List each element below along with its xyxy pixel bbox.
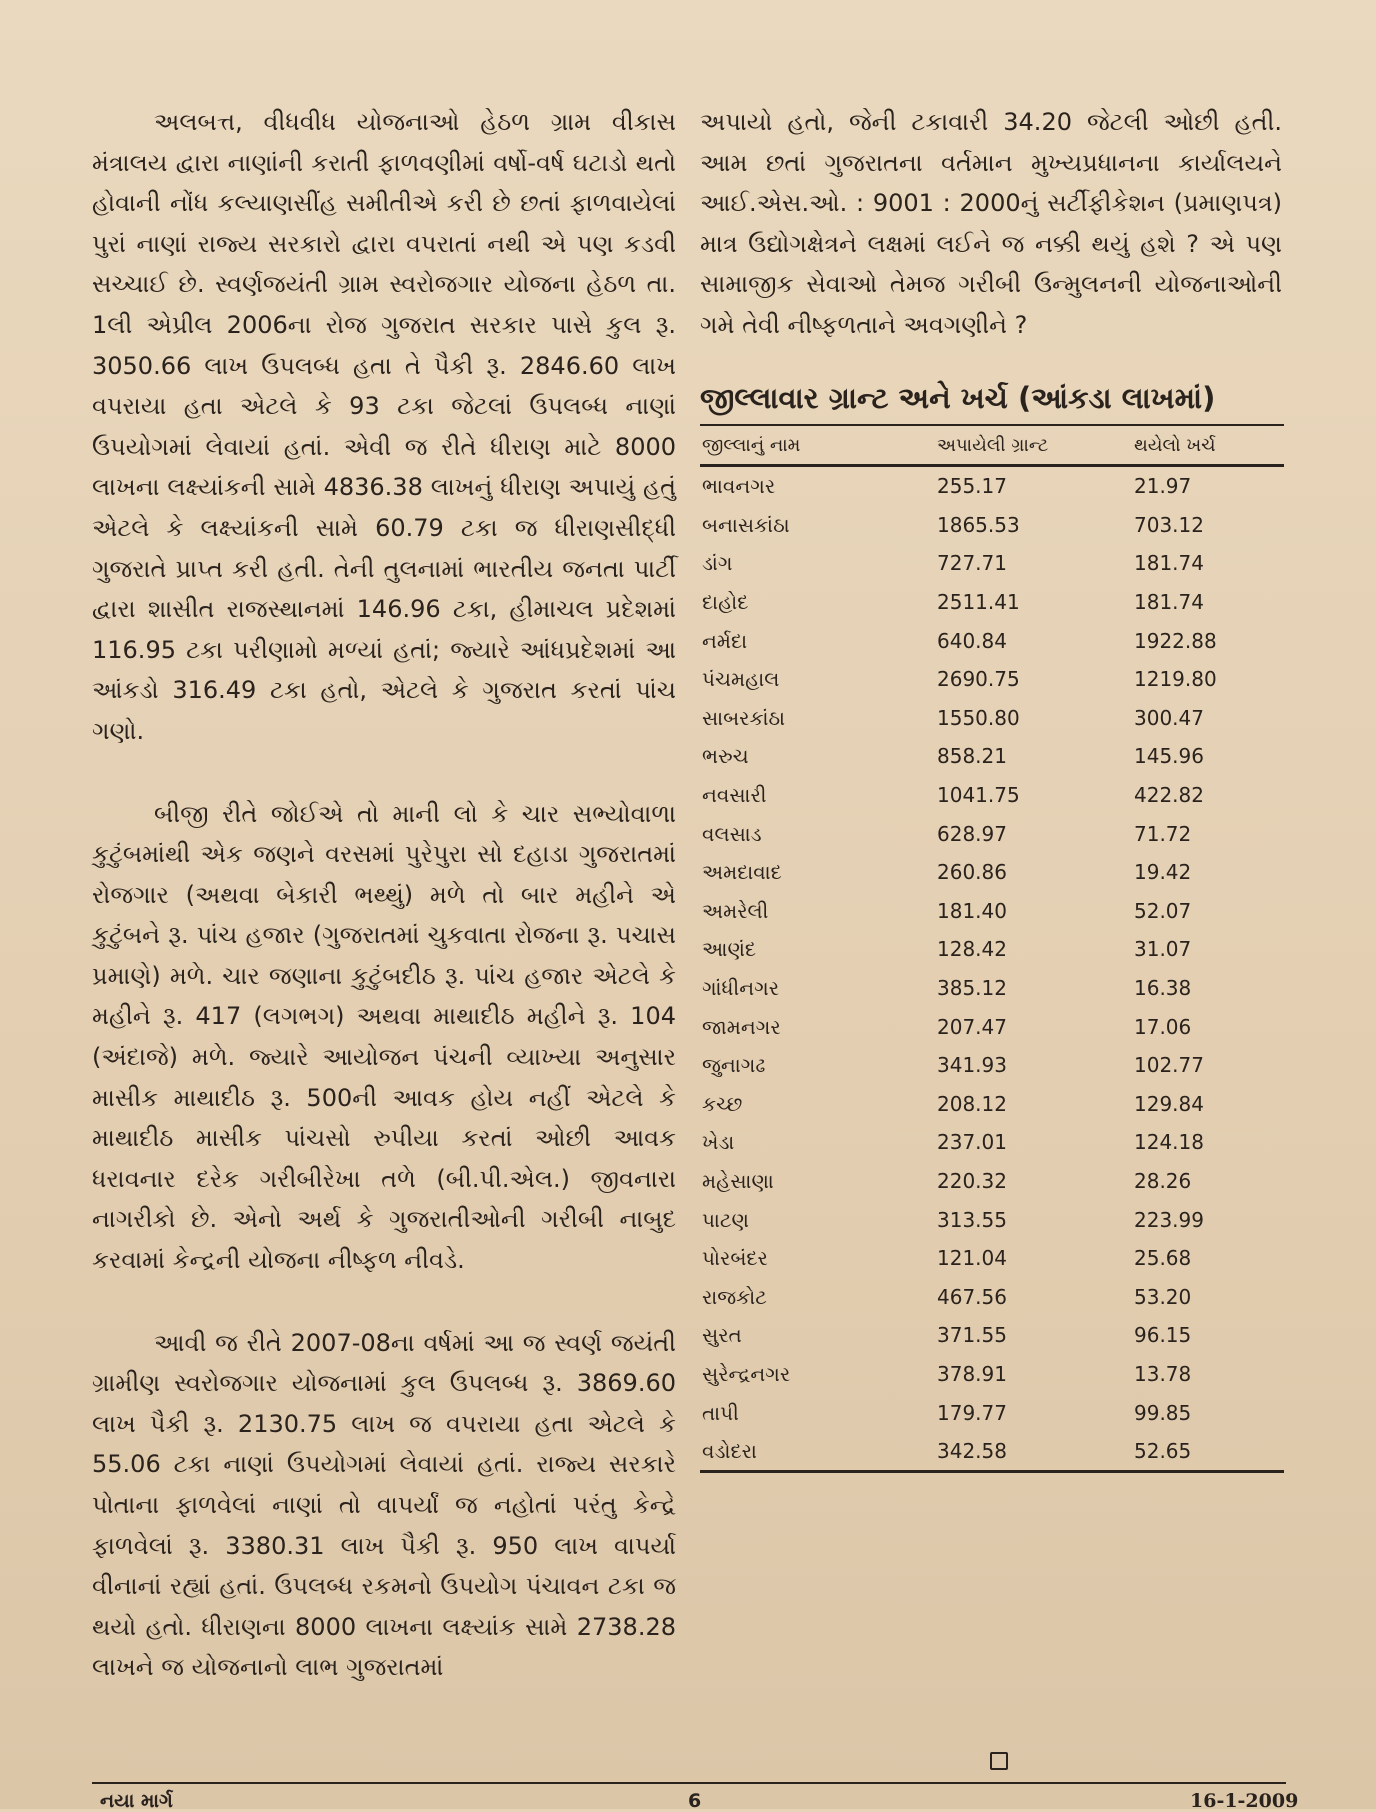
grant-cell: 640.84 [937,628,1007,653]
expense-cell: 16.38 [1134,976,1192,1001]
expense-cell: 703.12 [1134,512,1204,537]
grant-cell: 467.56 [937,1284,1007,1309]
table-row [700,1007,1284,1046]
grant-cell: 237.01 [937,1130,1007,1155]
grant-cell: 341.93 [937,1053,1007,1078]
expense-cell: 28.26 [1134,1168,1192,1193]
table-row [700,1239,1284,1278]
grant-cell: 313.55 [937,1207,1007,1232]
left-column [92,102,676,1730]
grant-cell: 179.77 [937,1400,1007,1425]
district-name-cell: નર્મદા [702,628,748,653]
table-row [700,930,1284,969]
grant-cell: 260.86 [937,860,1007,885]
expense-cell: 181.74 [1134,590,1204,615]
grant-cell: 181.40 [937,898,1007,923]
district-name-cell: તાપી [702,1400,739,1425]
continued-paragraph: અપાયો હતો, જેની ટકાવારી 34.20 જેટલી ઓછી હતી. આમ છતાં ગુજરાતના વર્તમાન મુખ્યપ્રધાનના કાર્યાલયને આઈ.એસ.ઓ. : 9001 : 2000નું સર્ટીફીકેશન (પ્રમાણપત્ર) માત્ર ઉદ્યોગક્ષેત્રને લક્ષમાં લઈને જ નક્કી થયું હશે ? એ પણ સામાજીક સેવાઓ તેમજ ગરીબી ઉન્મુલનની યોજનાઓની ગમે તેવી નીષ્ફળતાને અવગણીને ? [700,108,1282,339]
table-row [700,466,1284,506]
expense-cell: 71.72 [1134,821,1192,846]
table-row [700,737,1284,776]
publication-name: નયા માર્ગ [100,1790,173,1812]
grant-cell: 371.55 [937,1323,1007,1348]
grant-cell: 727.71 [937,551,1007,576]
expense-cell: 19.42 [1134,860,1192,885]
district-name-cell: ભરુચ [702,744,749,769]
grant-cell: 628.97 [937,821,1007,846]
expense-cell: 223.99 [1134,1207,1204,1232]
header-expense: થયેલો ખર્ચ [1134,426,1284,466]
table-row [700,776,1284,815]
header-district: જીલ્લાનું નામ [700,426,937,466]
district-name-cell: વલસાડ [702,821,762,846]
expense-cell: 21.97 [1134,474,1192,499]
expense-cell: 25.68 [1134,1246,1192,1271]
district-name-cell: ખેડા [702,1130,735,1155]
district-name-cell: પોરબંદર [702,1246,768,1271]
table-row [700,1046,1284,1085]
expense-cell: 300.47 [1134,705,1204,730]
expense-cell: 1922.88 [1134,628,1217,653]
table-title: જીલ્લાવાર ગ્રાન્ટ અને ખર્ચ (આંકડા લાખમાં) [700,378,1284,426]
district-grant-table [700,426,1284,1473]
footer-rule [92,1782,1286,1784]
table-row [700,892,1284,931]
expense-cell: 102.77 [1134,1053,1204,1078]
table-row [700,699,1284,738]
expense-cell: 422.82 [1134,783,1204,808]
table-row [700,853,1284,892]
table-row [700,1162,1284,1201]
grant-cell: 1550.80 [937,705,1020,730]
expense-cell: 17.06 [1134,1014,1192,1039]
district-name-cell: મહેસાણા [702,1168,774,1193]
table-row [700,583,1284,622]
expense-cell: 13.78 [1134,1361,1192,1386]
district-name-cell: ડાંગ [702,551,733,576]
table-row [700,660,1284,699]
district-name-cell: સુરત [702,1323,742,1348]
grant-cell: 208.12 [937,1091,1007,1116]
end-of-article-box [990,1752,1008,1770]
district-name-cell: પાટણ [702,1207,749,1232]
table-row [700,1277,1284,1316]
paragraph-1: અલબત્ત, વીધવીધ યોજનાઓ હેઠળ ગ્રામ વીકાસ મંત્રાલય દ્વારા નાણાંની કરાતી ફાળવણીમાં વર્ષો-વર્ષ ઘટાડો થતો હોવાની નોંધ કલ્યાણસીંહ સમીતીએ કરી છે છતાં ફાળવાયેલાં પુરાં નાણાં રાજ્ય સરકારો દ્વારા વપરાતાં નથી એ પણ કડવી સચ્ચાઈ છે. સ્વર્ણજયંતી ગ્રામ સ્વરોજગાર યોજના હેઠળ તા. 1લી એપ્રીલ 2006ના રોજ ગુજરાત સરકાર પાસે કુલ રૂ. 3050.66 લાખ ઉપલબ્ધ હતા તે પૈકી રૂ. 2846.60 લાખ વપરાયા હતા એટલે કે 93 ટકા જેટલાં ઉપલબ્ધ નાણાં ઉપયોગમાં લેવાયાં હતાં. એવી જ રીતે ધીરાણ માટે 8000 લાખના લક્ષ્યાંકની સામે 4836.38 લાખનું ધીરાણ અપાયું હતું એટલે કે લક્ષ્યાંકની સામે 60.79 ટકા જ ધીરાણસીદ્ધી ગુજરાતે પ્રાપ્ત કરી હતી. તેની તુલનામાં ભારતીય જનતા પાર્ટી દ્વારા શાસીત રાજસ્થાનમાં 146.96 ટકા, હીમાચલ પ્રદેશમાં 116.95 ટકા પરીણામો મળ્યાં હતાં; જ્યારે આંધપ્રદેશમાં આ આંકડો 316.49 ટકા હતો, એટલે કે ગુજરાત કરતાં પાંચ ગણો. [92,108,676,745]
district-name-cell: જુનાગઢ [702,1053,766,1078]
expense-cell: 96.15 [1134,1323,1192,1348]
grant-cell: 128.42 [937,937,1007,962]
expense-cell: 129.84 [1134,1091,1204,1116]
expense-cell: 124.18 [1134,1130,1204,1155]
grant-cell: 220.32 [937,1168,1007,1193]
grant-cell: 1865.53 [937,512,1020,537]
table-row [700,506,1284,545]
expense-cell: 145.96 [1134,744,1204,769]
paragraph-2: બીજી રીતે જોઈએ તો માની લો કે ચાર સભ્યોવાળા કુટુંબમાંથી એક જણને વરસમાં પુરેપુરા સો દહાડા ગુજરાતમાં રોજગાર (અથવા બેકારી ભથ્થું) મળે તો બાર મહીને એ કુટુંબને રૂ. પાંચ હજાર (ગુજરાતમાં ચુકવાતા રોજના રૂ. પચાસ પ્રમાણે) મળે. ચાર જણાના કુટુંબદીઠ રૂ. પાંચ હજાર એટલે કે મહીને રૂ. 417 (લગભગ) અથવા માથાદીઠ મહીને રૂ. 104 (અંદાજે) મળે. જ્યારે આયોજન પંચની વ્યાખ્યા અનુસાર માસીક માથાદીઠ રૂ. 500ની આવક હોય નહીં એટલે કે માથાદીઠ માસીક પાંચસો રુપીયા કરતાં ઓછી આવક ધરાવનાર દરેક ગરીબીરેખા તળે (બી.પી.એલ.) જીવનારા નાગરીકો છે. એનો અર્થ કે ગુજરાતીઓની ગરીબી નાબુદ કરવામાં કેન્દ્રની યોજના નીષ્ફળ નીવડે. [92,799,676,1275]
expense-cell: 52.07 [1134,898,1192,923]
grant-cell: 2511.41 [937,590,1020,615]
grant-cell: 1041.75 [937,783,1020,808]
table-row [700,1123,1284,1162]
table-row [700,969,1284,1008]
grant-cell: 858.21 [937,744,1007,769]
right-column [700,102,1282,346]
grant-cell: 255.17 [937,474,1007,499]
grant-cell: 385.12 [937,976,1007,1001]
grant-cell: 342.58 [937,1432,1134,1472]
table-row [700,1085,1284,1124]
header-grant: અપાયેલી ગ્રાન્ટ [937,426,1134,466]
grant-cell: 378.91 [937,1361,1007,1386]
district-name-cell: જામનગર [702,1014,781,1039]
expense-cell: 1219.80 [1134,667,1217,692]
grant-cell: 2690.75 [937,667,1020,692]
district-name-cell: બનાસકાંઠા [702,512,790,537]
expense-cell: 31.07 [1134,937,1192,962]
page-number: 6 [688,1790,702,1812]
table-header-row [700,426,1284,466]
district-name-cell: ગાંધીનગર [702,976,780,1001]
district-name-cell: પંચમહાલ [702,667,780,692]
district-name-cell: સાબરકાંઠા [702,705,786,730]
district-name-cell: અમરેલી [702,898,769,923]
district-name-cell: આણંદ [702,937,757,962]
table-row [700,1432,1284,1472]
expense-cell: 53.20 [1134,1284,1192,1309]
paragraph-3: આવી જ રીતે 2007-08ના વર્ષમાં આ જ સ્વર્ણ જયંતી ગ્રામીણ સ્વરોજગાર યોજનામાં કુલ ઉપલબ્ધ રૂ. 3869.60 લાખ પૈકી રૂ. 2130.75 લાખ જ વપરાયા હતા એટલે કે 55.06 ટકા નાણાં ઉપયોગમાં લેવાયાં હતાં. રાજ્ય સરકારે પોતાના ફાળવેલાં નાણાં તો વાપર્યાં જ નહોતાં પરંતુ કેન્દ્રે ફાળવેલાં રૂ. 3380.31 લાખ પૈકી રૂ. 950 લાખ વાપર્યા વીનાનાં રહ્યાં હતાં. ઉપલબ્ધ રકમનો ઉપયોગ પંચાવન ટકા જ થયો હતો. ધીરાણના 8000 લાખના લક્ષ્યાંક સામે 2738.28 લાખને જ યોજનાનો લાભ ગુજરાતમાં [92,1328,676,1682]
table-body [700,466,1284,1472]
district-name-cell: કચ્છ [702,1091,743,1116]
expense-cell: 181.74 [1134,551,1204,576]
table-row [700,544,1284,583]
district-name-cell: ભાવનગર [702,474,776,499]
district-name-cell: દાહોદ [702,590,749,615]
district-name-cell: વડોદરા [700,1432,937,1472]
expense-cell: 99.85 [1134,1400,1192,1425]
table-row [700,1355,1284,1394]
district-name-cell: નવસારી [702,783,767,808]
district-table-box [700,378,1284,1473]
district-name-cell: અમદાવાદ [702,860,782,885]
grant-cell: 207.47 [937,1014,1007,1039]
district-name-cell: રાજકોટ [702,1284,767,1309]
issue-date: 16-1-2009 [1190,1790,1299,1812]
district-name-cell: સુરેન્દ્રનગર [702,1361,791,1386]
table-row [700,1316,1284,1355]
expense-cell: 52.65 [1134,1432,1284,1472]
table-row [700,1393,1284,1432]
grant-cell: 121.04 [937,1246,1007,1271]
table-row [700,814,1284,853]
table-row [700,621,1284,660]
table-row [700,1200,1284,1239]
